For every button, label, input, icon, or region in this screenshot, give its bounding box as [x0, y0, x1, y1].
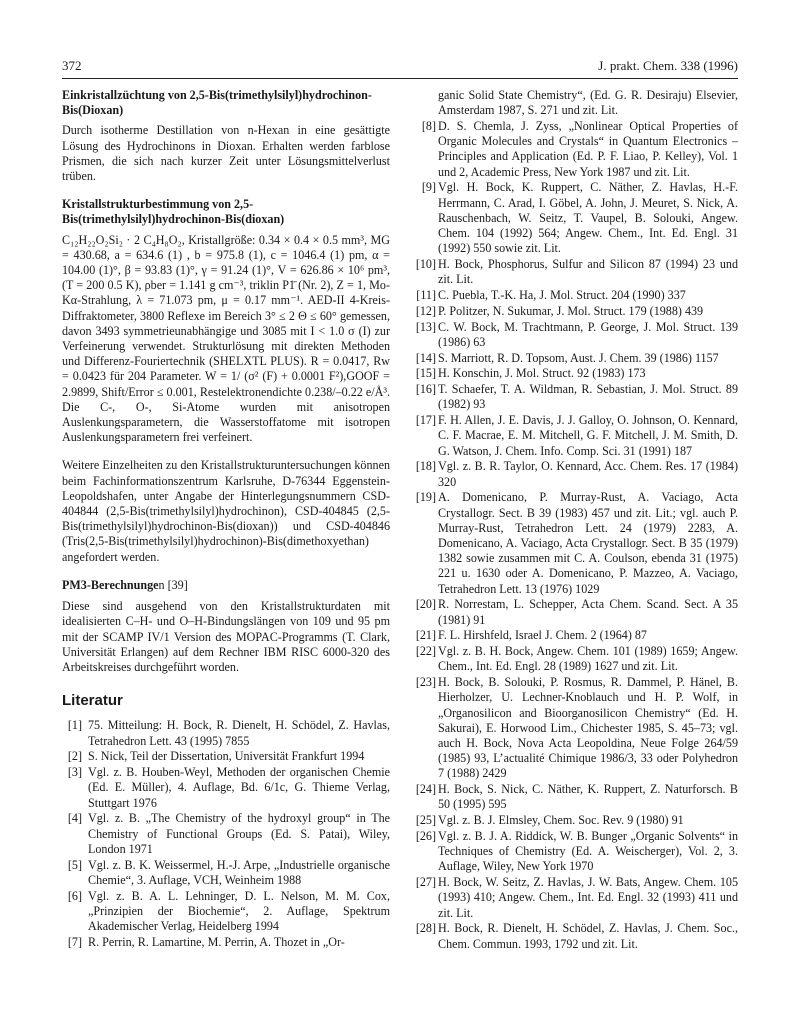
reference-text: H. Bock, B. Solouki, P. Rosmus, R. Dammel, P. Hänel, B. Hierholzer, U. Lechner-Knoblauch und H. P. Wolf, in „Organosilicon and Bioorganosilicon Chemistry“ (Ed. H. Sakurai), E. Horwood Lim., Chichester 1985, S. 45–73; vgl. auch H. Bock, Nova Acta Leopoldina, Neue Folge 264/59 (1985) 93, L’actualité Chimique 1986/3, 33 oder Polyhedron 7 (1988) 2429 — [438, 675, 738, 781]
reference-text: S. Marriott, R. D. Topsom, Aust. J. Chem. 39 (1986) 1157 — [438, 350, 719, 365]
section-heading-pm3 — [62, 578, 390, 593]
reference-number: [11] — [416, 288, 436, 303]
reference-text: Vgl. z. B. A. L. Lehninger, D. L. Nelson, M. M. Cox, „Prinzipien der Biochemie“, 2. Auflage, Spektrum Akademischer Verlag, Heidelberg 1994 — [88, 888, 390, 933]
reference-number: [9] — [421, 180, 436, 195]
reference-item — [412, 382, 738, 412]
journal-citation: J. prakt. Chem. 338 (1996) — [598, 58, 738, 73]
reference-text: Vgl. H. Bock, K. Ruppert, C. Näther, Z. Havlas, H.-F. Herrmann, C. Arad, I. Göbel, A. John, J. Meuret, S. Nick, A. Rauschenbach, W. Seitz, T. Vaupel, B. Solouki, Angew. Chem. 104 (1992) 564; Angew. Chem., Int. Ed. Engl. 31 (1992) 550 sowie zit. Lit. — [438, 180, 738, 256]
reference-item — [412, 644, 738, 674]
right-column — [412, 88, 738, 952]
reference-item — [412, 490, 738, 596]
reference-number: [20] — [415, 597, 436, 612]
reference-text: H. Bock, W. Seitz, Z. Havlas, J. W. Bats, Angew. Chem. 105 (1993) 410; Angew. Chem., Int. Ed. Engl. 32 (1993) 411 und zit. Lit. — [438, 875, 738, 920]
reference-number: [3] — [67, 765, 82, 780]
reference-item — [412, 829, 738, 875]
reference-text: ganic Solid State Chemistry“, (Ed. G. R. Desiraju) Elsevier, Amsterdam 1987, S. 271 und zit. Lit. — [438, 88, 738, 118]
reference-text: R. Norrestam, L. Schepper, Acta Chem. Scand. Sect. A 35 (1981) 91 — [438, 597, 738, 627]
reference-item — [412, 921, 738, 951]
reference-text: Vgl. z. B. J. Elmsley, Chem. Soc. Rev. 9 (1980) 91 — [438, 813, 684, 828]
reference-number: [28] — [415, 921, 436, 936]
reference-item — [412, 351, 738, 366]
reference-text: Vgl. z. B. R. Taylor, O. Kennard, Acc. Chem. Res. 17 (1984) 320 — [438, 459, 738, 489]
reference-number: [10] — [415, 257, 436, 272]
reference-text: C. Puebla, T.-K. Ha, J. Mol. Struct. 204 (1990) 337 — [438, 288, 686, 303]
section-heading-crystal-growth: Einkristallzüchtung von 2,5-Bis(trimethylsilyl)hydrochinon-Bis(Dioxan) — [62, 88, 372, 118]
reference-list-left — [62, 718, 390, 950]
left-column — [62, 88, 390, 951]
structure-text: C₁₂H₂₂O₂Si₂ · 2 C₄H₈O₂, Kristallgröße: 0.34 × 0.4 × 0.5 mm³, MG = 430.68, a = 634.6 (1) , b = 975.8 (1), c = 1046.4 (1) pm, α = 104.00 (1)°, β = 93.83 (1)°, γ = 91.24 (1)°, V = 626.86 × 10⁶ pm³, (T = 200 0.5 K), ρber = 1.141 g cm⁻³, triklin P1̄ (Nr. 2), Z = 1, Mo-Kα-Strahlung, λ = 71.073 pm, μ = 0.17 mm⁻¹. AED-II 4-Kreis-Diffraktometer, 3800 Reflexe im Bereich 3° ≤ 2 Θ ≤ 60° gemessen, davon 3493 symmetrieunabhängige und 3085 mit I < 1.0 σ (I) zur Verfeinerung verwendet. Strukturlösung mit direkten Methoden und Differenz-Fouriertechnik (SHELXTL PLUS). R = 0.0417, Rw = 0.0423 für 204 Parameter. W = 1/ (σ² (F) + 0.0001 F²),GOOF = 2.9899, Shift/Error ≤ 0.001, Restelektronendichte 0.238/–0.22 e/Å³. Die C-, O-, Si-Atome wurden mit anisotropen Auslenkungsparametern, die Wasserstoffatome mit isotropen Auslenkungsparametern frei verfeinert. — [62, 232, 390, 445]
reference-item — [412, 180, 738, 256]
crystal-growth-text: Durch isotherme Destillation von n-Hexan in eine gesättigte Lösung des Hydrochinons in Dioxan. Erhalten werden farblose Prismen, die sich nach kurzer Zeit unter Lösungsmittelverlust trüben. — [62, 123, 390, 184]
reference-number: [24] — [415, 782, 436, 797]
reference-item — [412, 288, 738, 303]
reference-text: F. H. Allen, J. E. Davis, J. J. Galloy, O. Johnson, O. Kennard, C. F. Macrae, E. M. Mitchell, G. F. Mitchell, J. M. Smith, D. G. Watson, J. Chem. Info. Comp. Sci. 31 (1991) 187 — [438, 413, 738, 458]
reference-item — [62, 811, 390, 857]
reference-text: A. Domenicano, P. Murray-Rust, A. Vaciago, Acta Crystallogr. Sect. B 39 (1983) 457 und zit. Lit.; vgl. auch P. Murray-Rust, Tetrahedron Lett. 24 (1979) 2283, A. Domenicano, A. Vaciago, Acta Crystallogr. Sect. B 35 (1979) 1382 sowie zusammen mit C. A. Coulson, ebenda 31 (1975) 221 u. 1630 oder A. Domenicano, P. Mazzeo, A. Vaciago, Tetrahedron Lett. 13 (1976) 1029 — [438, 490, 738, 596]
reference-number: [19] — [415, 490, 436, 505]
reference-text: P. Politzer, N. Sukumar, J. Mol. Struct. 179 (1988) 439 — [438, 303, 704, 318]
reference-text: Vgl. z. B. „The Chemistry of the hydroxyl group“ in The Chemistry of Functional Groups (Ed. S. Patai), Wiley, London 1971 — [88, 811, 390, 856]
reference-text: H. Konschin, J. Mol. Struct. 92 (1983) 173 — [438, 366, 646, 381]
reference-number: [17] — [415, 413, 436, 428]
reference-number: [16] — [415, 382, 436, 397]
reference-item — [412, 875, 738, 921]
reference-text: Vgl. z. B. H. Bock, Angew. Chem. 101 (1989) 1659; Angew. Chem., Int. Ed. Engl. 28 (1989) 1627 und zit. Lit. — [438, 644, 738, 674]
pm3-heading-bold: PM3-Berechnunge — [62, 577, 159, 592]
section-heading-structure: Kristallstrukturbestimmung von 2,5-Bis(trimethylsilyl)hydrochinon-Bis(dioxan) — [62, 197, 285, 227]
reference-item — [412, 813, 738, 828]
reference-text: R. Perrin, R. Lamartine, M. Perrin, A. Thozet in „Or- — [88, 934, 345, 949]
running-header — [62, 58, 738, 79]
reference-item — [412, 597, 738, 627]
reference-number: [27] — [415, 875, 436, 890]
reference-number: [13] — [415, 319, 436, 334]
reference-item — [412, 628, 738, 643]
reference-number: [5] — [67, 857, 82, 872]
reference-number: [26] — [415, 829, 436, 844]
reference-item — [62, 935, 390, 950]
reference-item — [412, 257, 738, 287]
reference-text: D. S. Chemla, J. Zyss, „Nonlinear Optical Properties of Organic Molecules and Crystals“ in Quantum Electronics – Principles and Application (Ed. P. F. Liao, P. Kelley), Vol. 1 und 2, Academic Press, New York 1987 und zit. Lit. — [438, 119, 738, 179]
reference-item — [62, 749, 390, 764]
reference-text: T. Schaefer, T. A. Wildman, R. Sebastian, J. Mol. Struct. 89 (1982) 93 — [438, 382, 738, 412]
reference-text: F. L. Hirshfeld, Israel J. Chem. 2 (1964) 87 — [438, 628, 647, 643]
reference-text: H. Bock, Phosphorus, Sulfur and Silicon 87 (1994) 23 und zit. Lit. — [438, 257, 738, 287]
reference-continuation — [412, 88, 738, 118]
reference-number: [1] — [67, 718, 82, 733]
reference-item — [412, 366, 738, 381]
reference-item — [62, 718, 390, 748]
reference-text: C. W. Bock, M. Trachtmann, P. George, J. Mol. Struct. 139 (1986) 63 — [438, 319, 738, 349]
reference-item — [62, 858, 390, 888]
reference-number: [18] — [415, 459, 436, 474]
reference-text: 75. Mitteilung: H. Bock, R. Dienelt, H. Schödel, Z. Havlas, Tetrahedron Lett. 43 (1995) 7855 — [88, 718, 390, 748]
reference-number: [25] — [415, 813, 436, 828]
reference-number: [15] — [415, 366, 436, 381]
page-number: 372 — [62, 58, 82, 73]
reference-item — [412, 119, 738, 180]
reference-number: [8] — [421, 119, 436, 133]
reference-number: [12] — [415, 303, 436, 318]
pm3-heading-ref: n [39] — [158, 577, 188, 592]
reference-number: [21] — [415, 628, 436, 643]
reference-number: [6] — [67, 888, 82, 903]
reference-item — [62, 765, 390, 811]
reference-number: [4] — [67, 811, 82, 826]
reference-text: S. Nick, Teil der Dissertation, Universität Frankfurt 1994 — [88, 749, 365, 764]
reference-item — [412, 320, 738, 350]
reference-number: [14] — [415, 350, 436, 365]
reference-text: Vgl. z. B. Houben-Weyl, Methoden der organischen Chemie (Ed. E. Müller), 4. Auflage, Bd. 6/1c, G. Thieme Verlag, Stuttgart 1976 — [88, 765, 390, 810]
reference-number: [23] — [415, 675, 436, 690]
reference-item — [412, 782, 738, 812]
reference-text: H. Bock, S. Nick, C. Näther, K. Ruppert, Z. Naturforsch. B 50 (1995) 595 — [438, 782, 738, 812]
pm3-text: Diese sind ausgehend von den Kristallstrukturdaten mit idealisierten C–H- und O–H-Bindungslängen von 109 und 95 pm mit der SCAMP IV/1 Version des MOPAC-Programms (T. Clark, Universität Erlangen) auf dem Rechner IBM RISC 6000-320 des Arbeitskreises durchgeführt worden. — [62, 599, 390, 674]
reference-text: Vgl. z. B. K. Weissermel, H.-J. Arpe, „Industrielle organische Chemie“, 3. Auflage, VCH, Weinheim 1988 — [88, 857, 390, 887]
reference-item — [412, 413, 738, 459]
reference-list-right — [412, 119, 738, 952]
literature-heading: Literatur — [62, 692, 123, 710]
deposition-text: Weitere Einzelheiten zu den Kristallstrukturuntersuchungen können beim Fachinformationszentrum Karlsruhe, D-76344 Eggenstein-Leopoldshafen, unter Angabe der Hinterlegungsnummern CSD-404844 (2,5-Bis(trimethylsilyl)hydrochinon), CSD-404845 (2,5-Bis(trimethylsilyl)hydrochinon-Bis(dioxan)) und CSD-404846 (Tris(2,5-Bis(trimethylsilyl)hydrochinon)-Bis(dimethoxyethan) angefordert werden. — [62, 458, 390, 564]
reference-item — [62, 889, 390, 935]
reference-text: Vgl. z. B. J. A. Riddick, W. B. Bunger „Organic Solvents“ in Techniques of Chemistry (Ed. A. Weischerger), Vol. 2, 3. Auflage, Wiley, New York 1970 — [438, 829, 738, 874]
reference-number: [2] — [67, 749, 82, 764]
reference-item — [412, 675, 738, 781]
reference-number: [22] — [415, 644, 436, 659]
reference-item — [412, 304, 738, 319]
reference-number: [7] — [67, 934, 82, 949]
reference-text: H. Bock, R. Dienelt, H. Schödel, Z. Havlas, J. Chem. Soc., Chem. Commun. 1993, 1792 und zit. Lit. — [438, 921, 738, 951]
reference-item — [412, 459, 738, 489]
